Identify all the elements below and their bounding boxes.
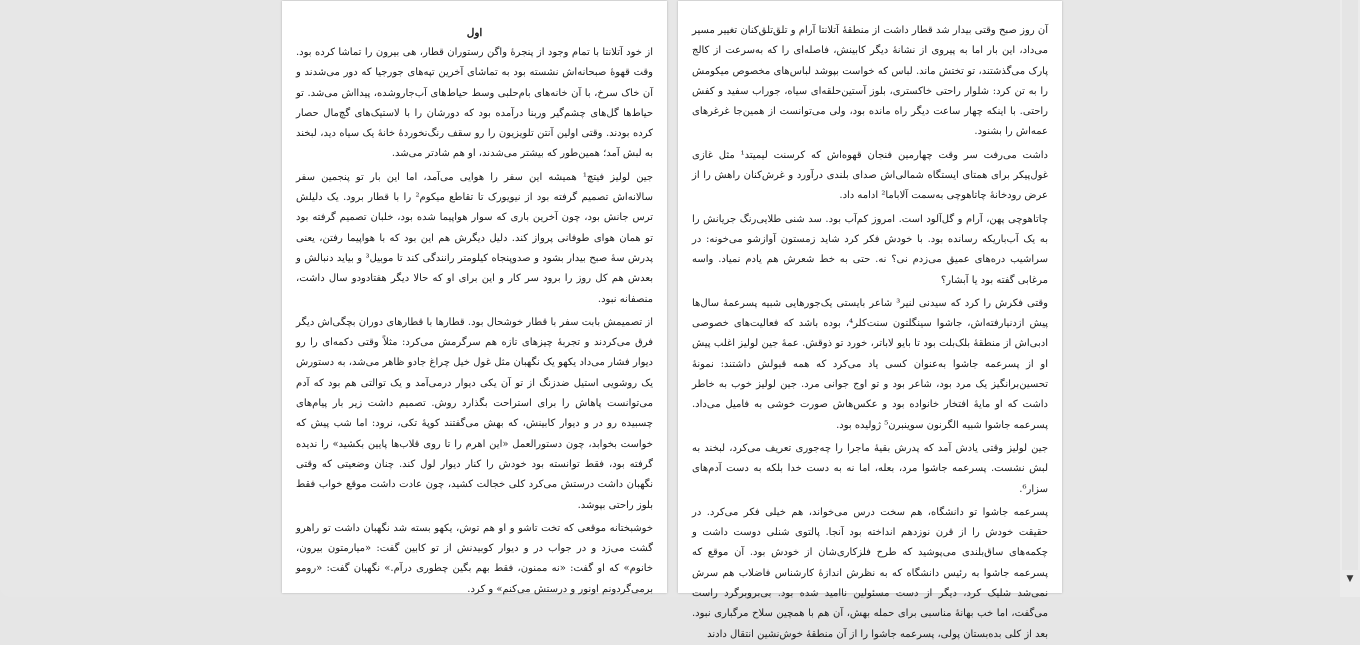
paragraph: از تصمیمش بابت سفر با قطار خوشحال بود. قطارها با قطارهای دوران بچگی‌اش دیگر فرق می‌کردند و تجربهٔ چیزهای تازه هم سرگرمش می‌کرد: مثلاً وقتی دکمه‌ای را رو دیوار فشار می‌داد یکهو یک نگهبان مثل غول خیل چراغ جادو ظاهر می‌شد، به دستورش یک روشویی استیل ضدزنگ از تو آن یکی دیوار درمی‌آمد و یک توالتی هم بود که آدم می‌توانست پاهاش را برای استراحت بگذارد روش. تصمیم داشت زیر بار پیام‌های چسبیده رو در و دیوار کابینش، که بهش می‌گفتند کوپهٔ تکی، نرود: اما شب پیش که خواست بخوابد، چون دستورالعمل «این اهرم را تا روی قلاب‌ها پایین بکشید» را ندیده گرفته بود، فقط توانسته بود خودش را کنار دیوار لول کند. چنان وضعیتی که وقتی نگهبان داشت درستش می‌کرد کلی خجالت کشید، چون عادت داشت موقع خواب فقط بلوز راحتی بپوشد. [296, 316, 653, 511]
chapter-title: اول [466, 27, 483, 39]
paragraph: خوشبختانه موقعی که تخت تاشو و او هم توش، یکهو بسته شد نگهبان داشت تو راهرو گشت می‌زد و در جواب در و دیوار کوبیدنش از تو کابین گفت: «میارمتون بیرون، خانوم» که او گفت: «نه ممنون، فقط بهم بگین چطوری درآم.» نگهبان گفت: «رومو برمی‌گردونم اونور و درستش می‌کنم» و کرد. [296, 522, 653, 595]
paragraph: داشت می‌رفت سر وقت چهارمین فنجان قهوه‌اش که کرسنت لیمیتد¹ مثل غازی غول‌پیکر برای همتای ایستگاه شمالی‌اش صدای بلندی درآورد و غرش‌کنان راهش را از عرض رودخانهٔ چاتاهوچی به‌سمت آلاباما² ادامه داد. [692, 149, 1048, 202]
page-right [678, 1, 1062, 640]
scroll-down-arrow-icon[interactable]: ▼ [1346, 574, 1354, 584]
vertical-scrollbar[interactable] [1340, 0, 1360, 597]
paragraph: چاتاهوچی پهن، آرام و گل‌آلود است. امروز کم‌آب بود. سد شنی طلایی‌رنگ جریانش را به یک آب‌باریکه رسانده بود. با خودش فکر کرد شاید زمستون آوازشو می‌خونه: در سراشیب دره‌های عمیق می‌زدم نی؟ نه. حتی به خط شعرش هم یادم نمیاد. واسه مرغابی گفته بود یا آبشار؟ [692, 213, 1048, 286]
paragraph: آن روز صبح وقتی بیدار شد قطار داشت از منطقهٔ آتلانتا آرام و تلق‌تلق‌کنان تغییر مسیر می‌داد، این بار اما به پیروی از نشانهٔ دیگر کابینش، فاصله‌ای را که به‌سرعت از کالج پارک می‌گذشتند، تو تختش ماند. لباس که خواست بپوشد لباس‌های مخصوص میکومش را به تن کرد: شلوار راحتی خاکستری، بلوز آستین‌حلقه‌ای سیاه، جوراب سفید و کفش راحتی. با اینکه چهار ساعت دیگر راه مانده بود، ولی می‌توانست از همین‌جا غرغرهای عمه‌اش را بشنود. [692, 25, 1048, 138]
paragraph: جین لولیز وقتی یادش آمد که پدرش بقیهٔ ماجرا را چه‌جوری تعریف می‌کرد، لبخند به لبش نشست. پسرعمه جاشوا مرد، بعله، اما نه به دست خدا بلکه به دست آدم‌های سزار⁶. [692, 442, 1048, 495]
paragraph: پسرعمه جاشوا تو دانشگاه، هم سخت درس می‌خواند، هم خیلی فکر می‌کرد. در حقیقت خودش را از قرن نوزدهم انداخته بود آنجا. پالتوی شنلی دوست داشت و چکمه‌های ساق‌بلندی می‌پوشید که طرح فلزکاری‌شان از خودش بود. آن موقع که پسرعمه جاشوا به رئیس دانشگاه که به نظرش اندازهٔ کارشناس فاضلاب هم سرش نمی‌شد شلیک کرد، دیگر از دست مسئولین ناامید شده بود. بی‌بروبرگرد راست می‌گفت، اما خب بهانهٔ مناسبی برای حمله بهش، آن هم با همچین سلاح مرگباری نبود. بعد از کلی بده‌بستان پولی، پسرعمه جاشوا را از آن منطقهٔ خوش‌نشین انتقال دادند [692, 506, 1048, 640]
page-left [282, 1, 667, 593]
page-left-text [282, 1, 667, 600]
paragraph: از خود آتلانتا با تمام وجود از پنجرهٔ واگن رستوران قطار، هی بیرون را تماشا کرده بود. وقت قهوهٔ صبحانه‌اش نشسته بود به تماشای آخرین تپه‌های جورجیا که دور می‌شدند و آن خاک سرخ، با آن خانه‌های بام‌حلبی وسط حیاط‌های آب‌جارو‌شده، پیدااش می‌شد. تو حیاط‌ها گل‌های چشم‌گیر وربنا درآمده بود که دورشان را با لاستیک‌های گچ‌مال حصار کرده بودند. وقتی اولین آنتن تلویزیون را رو سقف رنگ‌نخوردهٔ خانهٔ یک سیاه دید، لبخند به لبش آمد؛ همین‌طور که بیشتر می‌شدند، او هم شادتر می‌شد. [296, 47, 653, 160]
page-right-text [678, 1, 1062, 645]
paragraph: وقتی فکرش را کرد که سیدنی لنیر³ شاعر بایستی یک‌جورهایی شبیه پسرعمهٔ سال‌ها پیش ازدنیارفته‌اش، جاشوا سینگلتون سنت‌کلر⁴، بوده باشد که فعالیت‌های خصوصی ادبی‌اش از منطقهٔ بلک‌بلت بود تا بایو لاباتر، خورد تو ذوقش. عمهٔ جین لولیز اغلب پیش او از پسرعمه جاشوا به‌عنوان کسی یاد می‌کرد که همه قبولش داشتند: نمونهٔ تحسین‌برانگیز یک مرد بود، شاعر بود و تو اوج جوانی مرد. جین لولیز خوب به خاطر داشت که او مایهٔ افتخار خانواده بود و عکس‌هاش صورت خوشی به فامیل می‌داد. پسرعمه جاشوا شبیه الگرنون سوینبرن⁵ ژولیده بود. [692, 297, 1048, 431]
paragraph: جین لولیز فیتچ¹ همیشه این سفر را هوایی می‌آمد، اما این بار تو پنجمین سفر سالانه‌اش تصمیم گرفته بود از نیویورک تا تقاطع میکوم² را با قطار برود. یک دلیلش ترس جانش بود، چون آخرین باری که سوار هواپیما شده بود، خلبان تصمیم گرفته بود تو همان هوای طوفانی پرواز کند. دلیل دیگرش هم این بود که با هواپیما رفتن، یعنی پدرش سهٔ صبح بیدار بشود و صدوپنجاه کیلومتر رانندگی کند تا موبیل³ و بیاید دنبالش و بعدش هم کل روز را برود سر کار و این برای او که حالا دیگر هفتادودو سال داشت، منصفانه نبود. [296, 171, 654, 305]
scrollbar-track[interactable] [1342, 0, 1358, 570]
